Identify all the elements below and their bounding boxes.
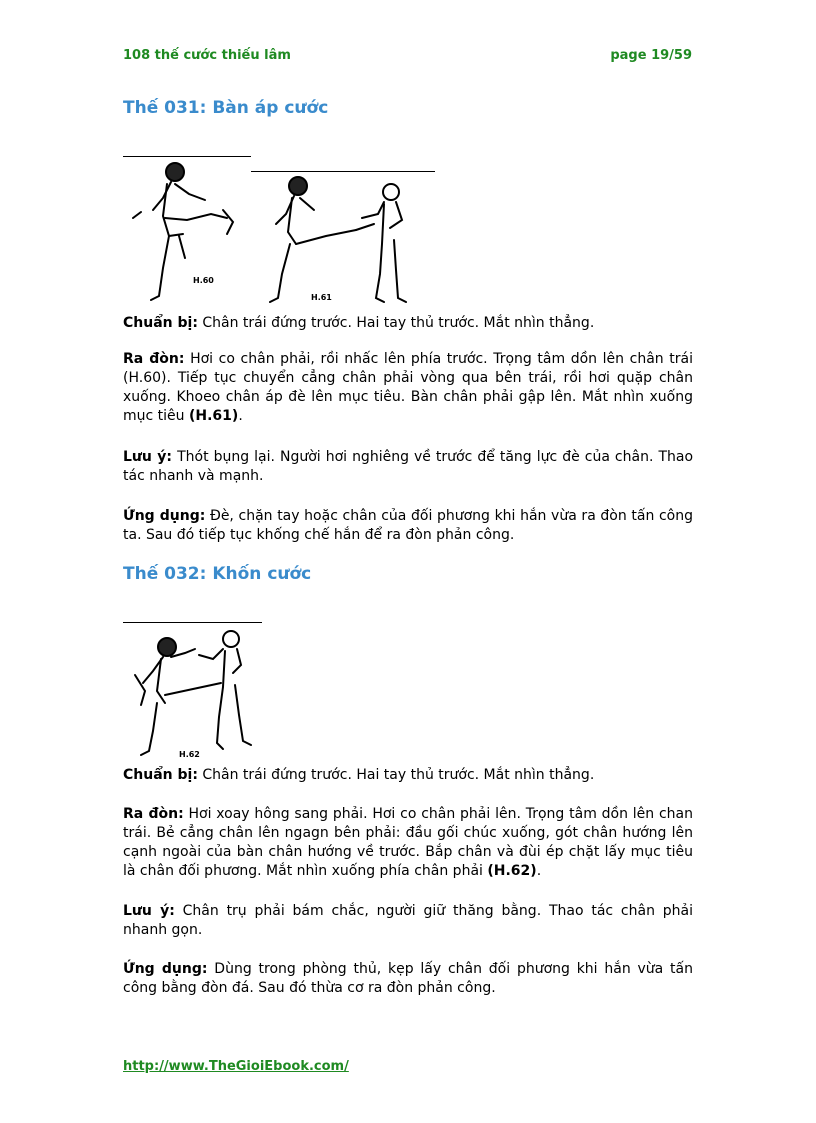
paragraph-strike <box>123 350 693 426</box>
text: Đè, chặn tay hoặc chân của đối phương khi hắn vừa ra đòn tấn công ta. Sau đó tiếp tục khống chế hắn để ra đòn phản công. <box>123 508 693 543</box>
text: Thót bụng lại. Người hơi nghiêng về trước để tăng lực đè của chân. Thao tác nhanh và mạnh. <box>123 449 694 484</box>
label: Ứng dụng: <box>123 961 208 977</box>
paragraph-prepare <box>123 314 693 333</box>
paragraph-application <box>123 507 693 545</box>
text: Hơi xoay hông sang phải. Hơi co chân phải lên. Trọng tâm dồn lên chan trái. Bẻ cẳng chân lên ngagn bên phải: đầu gối chúc xuống, gót chân hướng lên cạnh ngoài của bàn chân hướng về trước. Bắp chân và đùi ép chặt lấy mục tiêu là chân đối phương. Mắt nhìn xuống phía chân phải <box>123 806 693 879</box>
figure-h60 <box>123 158 248 308</box>
text: Dùng trong phòng thủ, kẹp lấy chân đối phương khi hắn vừa tấn công bằng đòn đá. Sau đó thừa cơ ra đòn phản công. <box>123 961 693 996</box>
paragraph-note <box>123 902 693 940</box>
divider <box>123 156 251 157</box>
figure-h62 <box>123 625 263 763</box>
label: Ra đòn: <box>123 806 184 822</box>
figure-h61 <box>256 174 416 308</box>
section-title-032: Thế 032: Khốn cước <box>123 564 312 584</box>
website-link[interactable]: http://www.TheGioiEbook.com/ <box>123 1059 349 1074</box>
label: Chuẩn bị: <box>123 767 198 783</box>
page-number: page 19/59 <box>610 48 692 63</box>
paragraph-prepare <box>123 766 693 785</box>
divider <box>251 171 435 172</box>
label: Chuẩn bị: <box>123 315 198 331</box>
figure-ref: (H.62) <box>487 863 537 879</box>
paragraph-note <box>123 448 693 486</box>
divider <box>123 622 262 623</box>
text: Chân trụ phải bám chắc, người giữ thăng bằng. Thao tác chân phải nhanh gọn. <box>123 903 694 938</box>
figure-label: H.60 <box>193 276 214 285</box>
paragraph-application <box>123 960 693 998</box>
label: Lưu ý: <box>123 903 175 919</box>
figure-label: H.62 <box>179 750 200 759</box>
label: Lưu ý: <box>123 449 173 465</box>
paragraph-strike <box>123 805 693 881</box>
book-title: 108 thế cước thiếu lâm <box>123 48 291 63</box>
label: Ra đòn: <box>123 351 185 367</box>
figure-label: H.61 <box>311 293 332 302</box>
text: Chân trái đứng trước. Hai tay thủ trước. Mắt nhìn thẳng. <box>197 767 595 783</box>
text: . <box>238 408 243 424</box>
text: Hơi co chân phải, rồi nhấc lên phía trước. Trọng tâm dồn lên chân trái (H.60). Tiếp tục chuyển cẳng chân phải vòng qua bên trái, rồi hơi quặp chân xuống. Khoeo chân áp đè lên mục tiêu. Bàn chân phải gập lên. Mắt nhìn xuống mục tiêu <box>123 351 693 424</box>
figure-ref: (H.61) <box>188 408 239 424</box>
text: . <box>536 863 542 879</box>
label: Ứng dụng: <box>123 508 206 524</box>
section-title-031: Thế 031: Bàn áp cước <box>123 98 329 118</box>
text: Chân trái đứng trước. Hai tay thủ trước. Mắt nhìn thẳng. <box>197 315 595 331</box>
